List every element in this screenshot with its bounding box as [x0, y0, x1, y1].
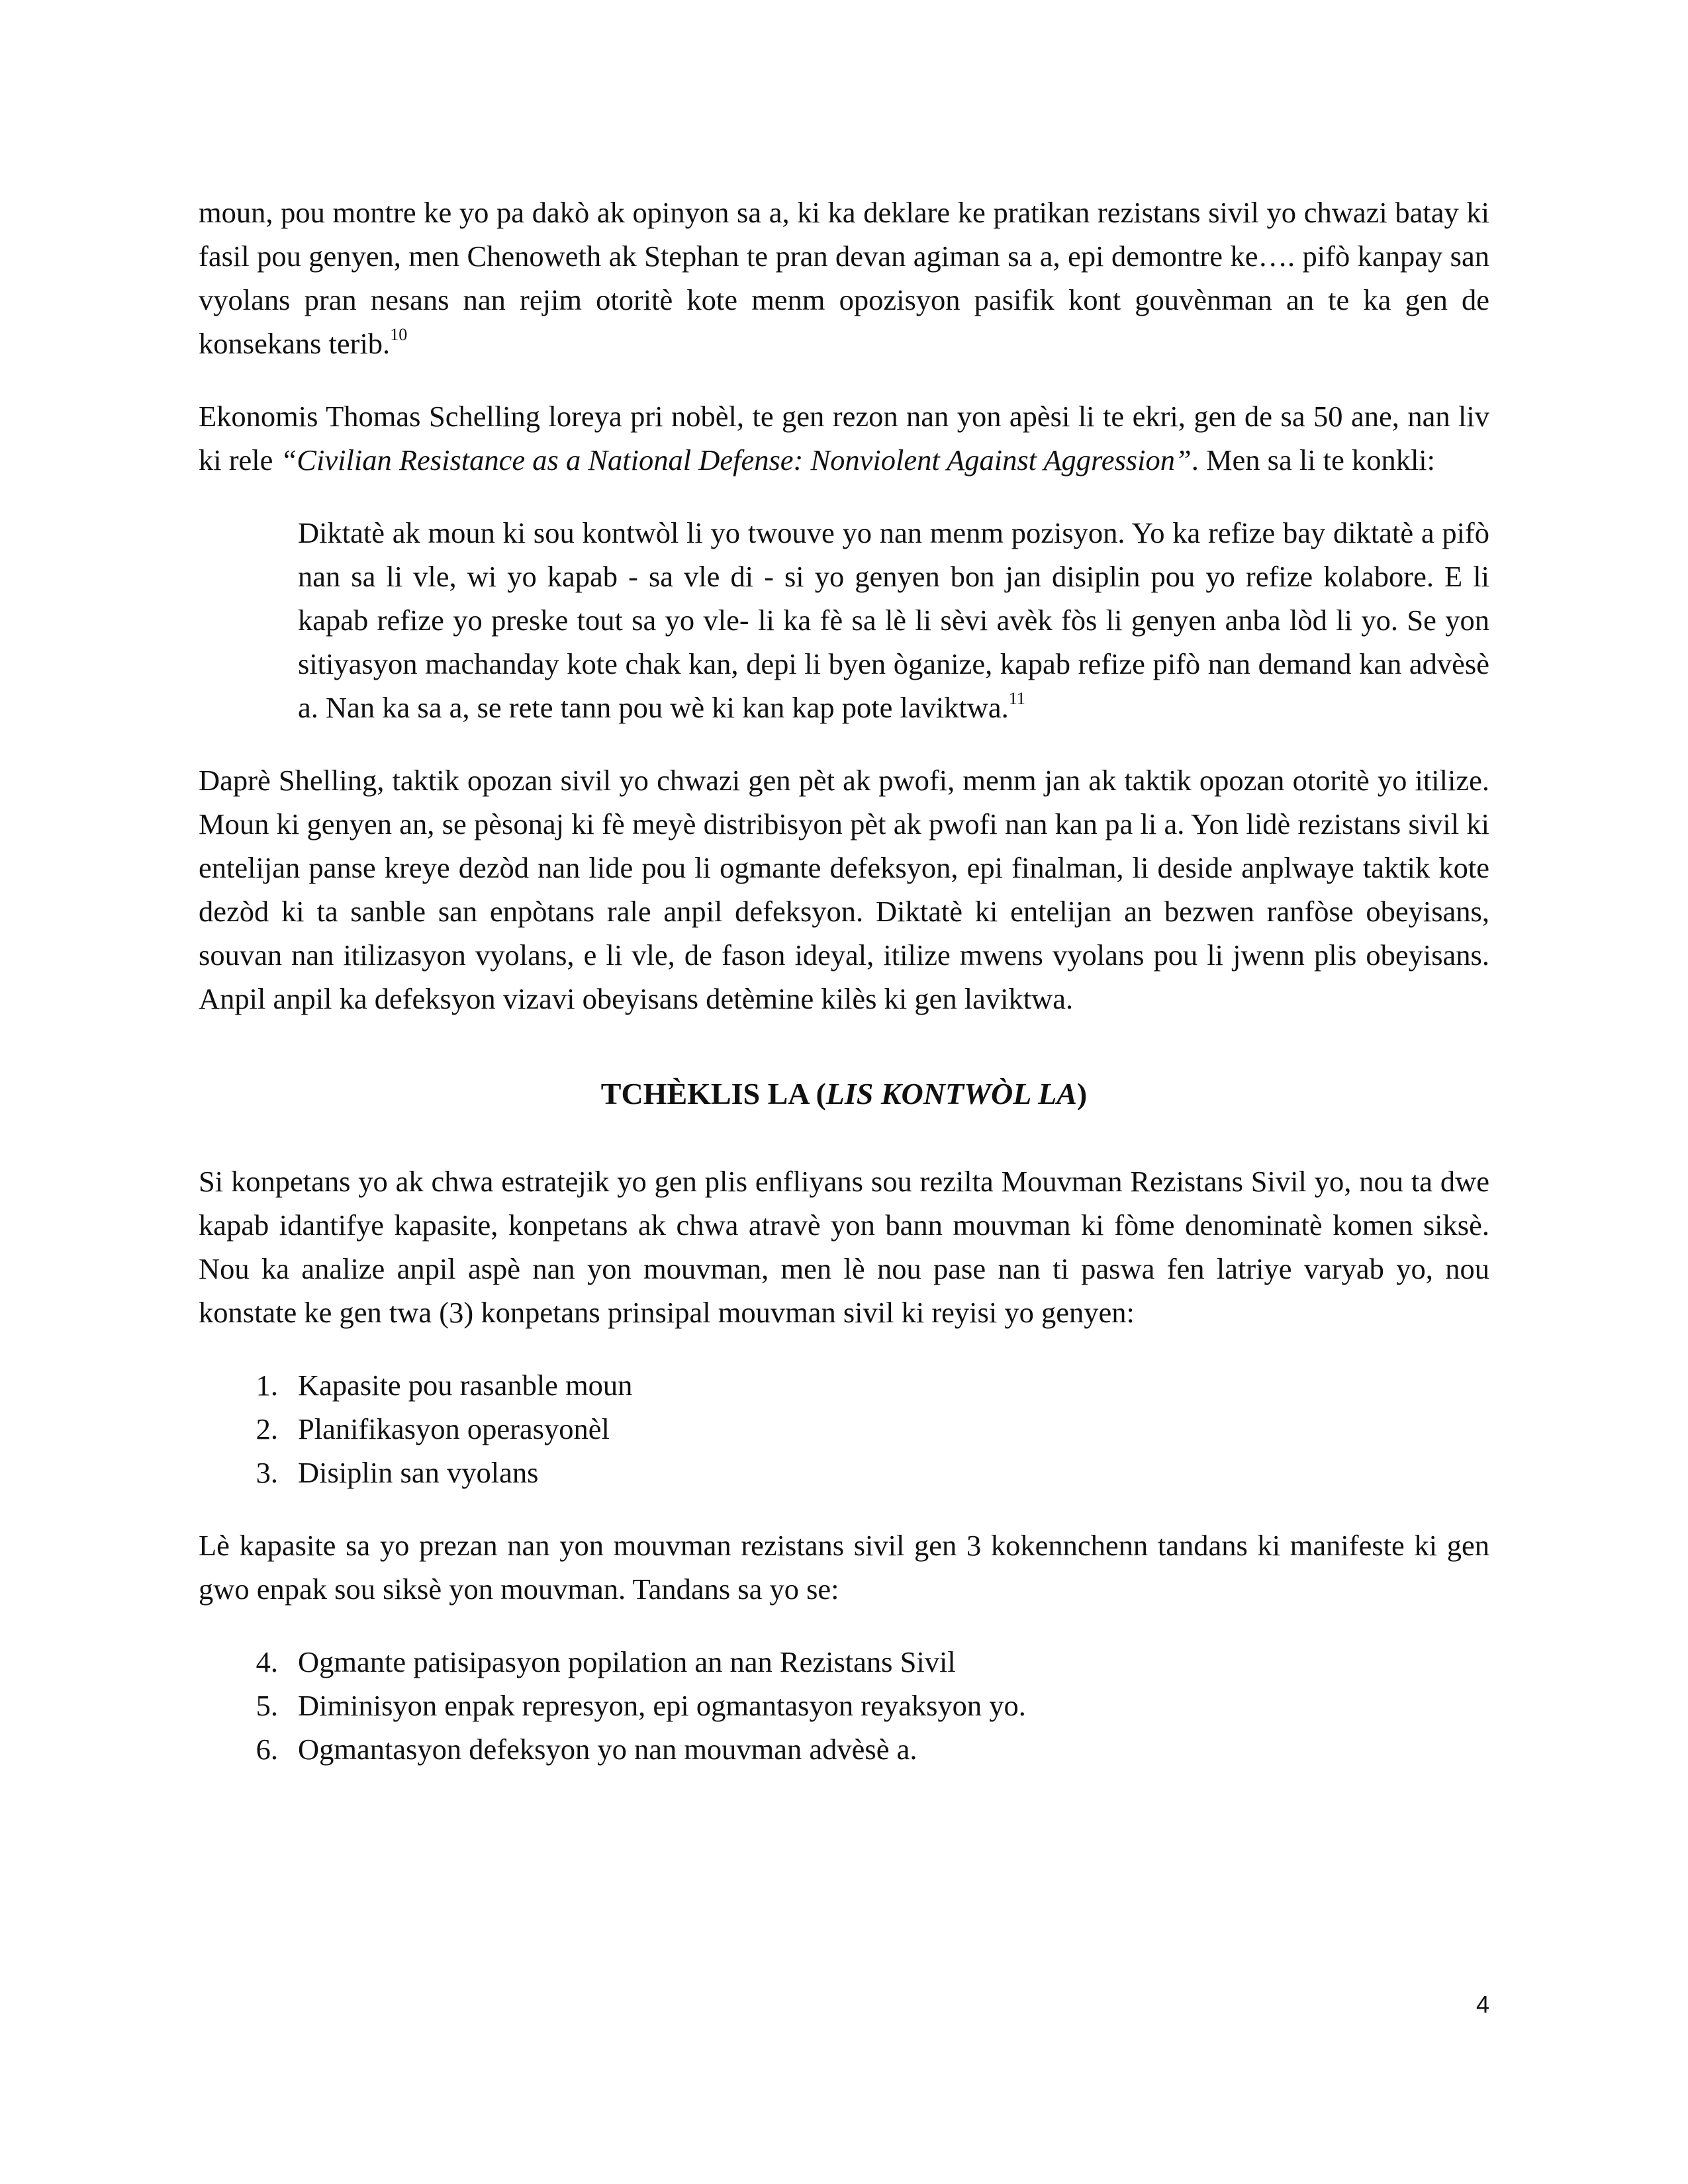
list-item [199, 1684, 1489, 1727]
competency-list [199, 1363, 1489, 1494]
paragraph-2-end: . Men sa li te konkli: [1191, 443, 1436, 477]
block-quote [298, 511, 1489, 729]
heading-italic-text: LIS KONTWÒL LA [825, 1077, 1077, 1111]
list-item-number: 5. [256, 1689, 278, 1722]
list-item-text: Disiplin san vyolans [298, 1456, 539, 1489]
paragraph-2-start: Ekonomis Thomas Schelling loreya pri nobèl, te gen rezon nan yon apèsi li te ekri, gen de sa 50 ane, nan liv ki rele [199, 400, 1489, 477]
heading-text: TCHÈKLIS LA [600, 1077, 816, 1111]
paragraph-1-text: moun, pou montre ke yo pa dakò ak opinyon sa a, ki ka deklare ke pratikan rezistans sivil yo chwazi batay ki fasil pou genyen, men Chenoweth ak Stephan te pran devan agiman sa a, epi demontre ke…. pifò kanpay san vyolans pran nesans nan rejim otoritè kote menm opozisyon pasifik kont gouvènman an te ka gen de konsekans terib. [199, 196, 1489, 360]
list-item-text: Kapasite pou rasanble moun [298, 1369, 633, 1402]
list-item [199, 1727, 1489, 1771]
list-item-number: 1. [256, 1369, 278, 1402]
footnote-ref-11: 11 [1008, 689, 1025, 708]
page-number: 4 [1476, 1991, 1489, 2018]
book-title: “Civilian Resistance as a National Defense: Nonviolent Against Aggression” [280, 443, 1192, 477]
list-item [199, 1363, 1489, 1407]
paragraph-1 [199, 191, 1489, 365]
section-heading [199, 1072, 1489, 1116]
list-item [199, 1640, 1489, 1684]
list-item-text: Diminisyon enpak represyon, epi ogmantasyon reyaksyon yo. [298, 1689, 1026, 1722]
list-item-number: 6. [256, 1733, 278, 1766]
list-item-number: 3. [256, 1456, 278, 1489]
heading-paren-open: ( [816, 1077, 826, 1111]
trend-list [199, 1640, 1489, 1771]
block-quote-text: Diktatè ak moun ki sou kontwòl li yo twouve yo nan menm pozisyon. Yo ka refize bay diktatè a pifò nan sa li vle, wi yo kapab - sa vle di - si yo genyen bon jan disiplin pou yo refize kolabore. E li kapab refize yo preske tout sa yo vle- li ka fè sa lè li sèvi avèk fòs li genyen anba lòd li yo. Se yon sitiyasyon machanday kote chak kan, depi li byen òganize, kapab refize pifò nan demand kan advèsè a. Nan ka sa a, se rete tann pou wè ki kan kap pote laviktwa. [298, 516, 1489, 724]
list-item-number: 4. [256, 1645, 278, 1678]
list-item [199, 1451, 1489, 1494]
list-item-number: 2. [256, 1412, 278, 1445]
list-item [199, 1407, 1489, 1451]
footnote-ref-10: 10 [390, 325, 408, 344]
list-item-text: Ogmantasyon defeksyon yo nan mouvman advèsè a. [298, 1733, 917, 1766]
paragraph-3: Daprè Shelling, taktik opozan sivil yo chwazi gen pèt ak pwofi, menm jan ak taktik opozan otoritè yo itilize. Moun ki genyen an, se pèsonaj ki fè meyè distribisyon pèt ak pwofi nan kan pa li a. Yon lidè rezistans sivil ki entelijan panse kreye dezòd nan lide pou li ogmante defeksyon, epi finalman, li deside anplwaye taktik kote dezòd ki ta sanble san enpòtans rale anpil defeksyon. Diktatè ki entelijan an bezwen ranfòse obeyisans, souvan nan itilizasyon vyolans, e li vle, de fason ideyal, itilize mwens vyolans pou li jwenn plis obeyisans. Anpil anpil ka defeksyon vizavi obeyisans detèmine kilès ki gen laviktwa. [199, 764, 1489, 1015]
list-item-text: Planifikasyon operasyonèl [298, 1412, 610, 1445]
paragraph-2 [199, 394, 1489, 482]
document-page [199, 191, 1489, 1771]
list-item-text: Ogmante patisipasyon popilation an nan Rezistans Sivil [298, 1645, 956, 1678]
paragraph-4: Si konpetans yo ak chwa estratejik yo gen plis enfliyans sou rezilta Mouvman Rezistans Sivil yo, nou ta dwe kapab idantifye kapasite, konpetans ak chwa atravè yon bann mouvman ki fòme denominatè komen siksè. Nou ka analize anpil aspè nan yon mouvman, men lè nou pase nan ti paswa fen latriye varyab yo, nou konstate ke gen twa (3) konpetans prinsipal mouvman sivil ki reyisi yo genyen: [199, 1165, 1489, 1329]
heading-paren-close: ) [1076, 1077, 1088, 1111]
paragraph-5: Lè kapasite sa yo prezan nan yon mouvman rezistans sivil gen 3 kokennchenn tandans ki manifeste ki gen gwo enpak sou siksè yon mouvman. Tandans sa yo se: [199, 1529, 1489, 1606]
